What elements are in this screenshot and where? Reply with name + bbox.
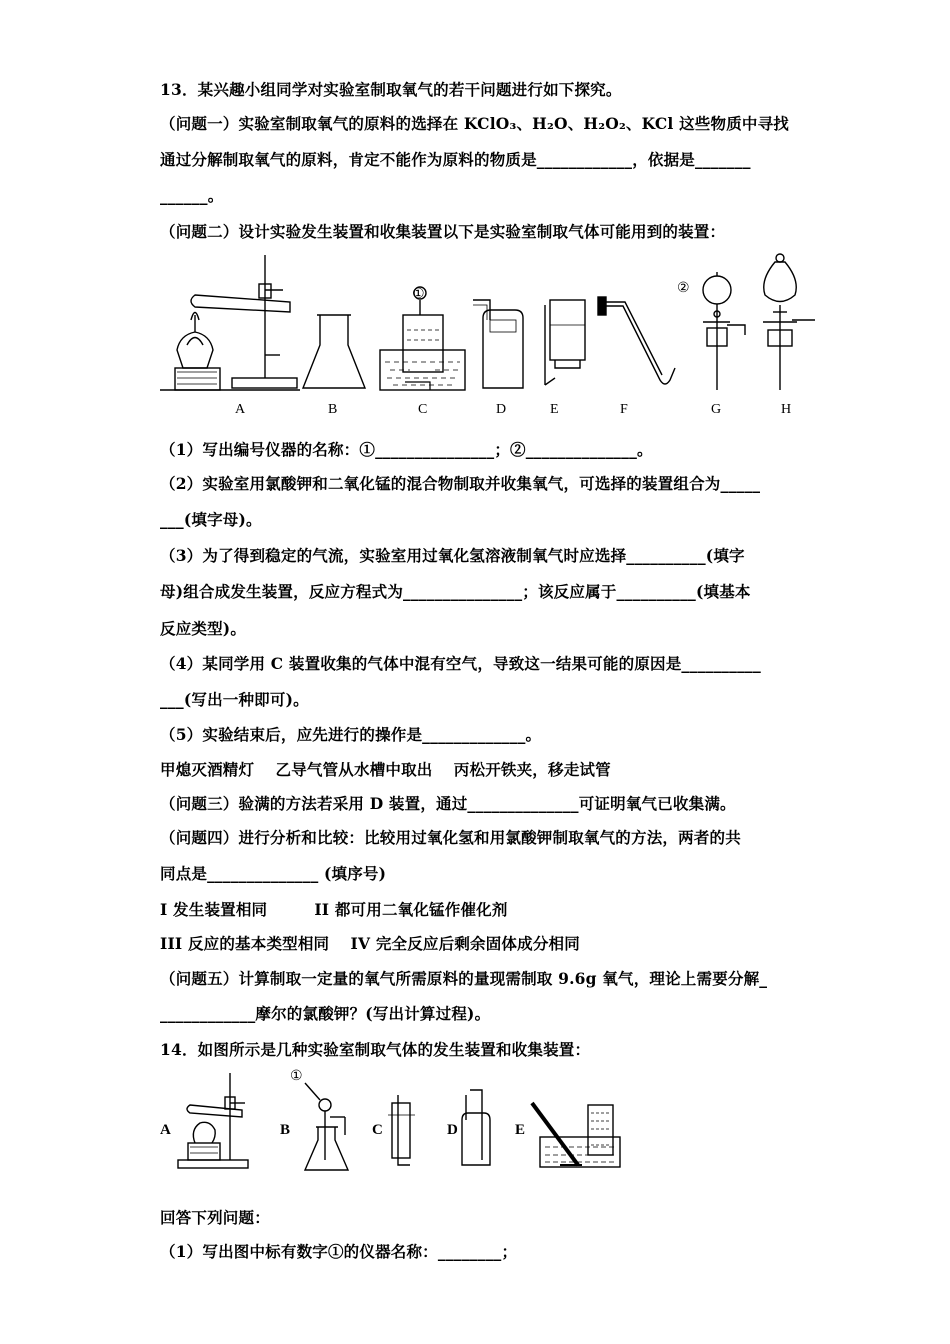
q13-title: 13．某兴趣小组同学对实验室制取氧气的若干问题进行如下探究。 [160, 80, 622, 99]
fig1-label-h: H [781, 402, 792, 417]
q13-problem4-line2: 同点是______________ (填序号) [160, 864, 387, 883]
q13-sub2-line1: （2）实验室用氯酸钾和二氧化锰的混合物制取并收集氧气，可选择的装置组合为_____ [160, 474, 761, 493]
fig1-label-f: F [620, 402, 628, 417]
q13-sub5-options: 甲熄灭酒精灯 乙导气管从水槽中取出 丙松开铁夹，移走试管 [160, 760, 611, 779]
fig2-label-e: E [515, 1122, 526, 1138]
q13-options-3-4: III 反应的基本类型相同 IV 完全反应后剩余固体成分相同 [160, 934, 580, 953]
apparatus-d-image [473, 300, 523, 388]
apparatus-figure-a-to-e [170, 1065, 640, 1175]
apparatus-figure-a-to-h [155, 250, 820, 425]
fig1-marker-1: ① [412, 287, 425, 302]
fig1-marker-2: ② [677, 281, 690, 296]
fig1-label-a: A [235, 402, 246, 417]
q13-problem2: （问题二）设计实验发生装置和收集装置以下是实验室制取气体可能用到的装置： [160, 222, 726, 241]
fig2-marker-1: ① [290, 1069, 303, 1084]
q14-apparatus-e-image [532, 1103, 620, 1167]
q13-options-1-2: I 发生装置相同 II 都可用二氧化锰作催化剂 [160, 900, 508, 919]
q14-title: 14．如图所示是几种实验室制取气体的发生装置和收集装置： [160, 1040, 591, 1059]
fig2-label-d: D [447, 1122, 458, 1138]
apparatus-e-image [545, 300, 585, 385]
q13-problem5-line2: ____________摩尔的氯酸钾？(写出计算过程)。 [160, 1004, 491, 1023]
q13-sub1: （1）写出编号仪器的名称：①_______________；②______________。 [160, 440, 653, 459]
q14-apparatus-c-image [388, 1095, 415, 1165]
q13-problem3: （问题三）验满的方法若采用 D 装置，通过______________可证明氧气已收集满。 [160, 794, 736, 813]
apparatus-b-image [303, 315, 365, 388]
q14-apparatus-a-image [178, 1073, 248, 1168]
fig1-label-g: G [711, 402, 722, 417]
q13-sub4-line2: ___(写出一种即可)。 [160, 690, 309, 709]
q13-sub4-line1: （4）某同学用 C 装置收集的气体中混有空气，导致这一结果可能的原因是__________ [160, 654, 761, 673]
q13-problem5-line1: （问题五）计算制取一定量的氧气所需原料的量现需制取 9.6g 氧气，理论上需要分解_ [160, 969, 768, 988]
q13-sub3-line3: 反应类型)。 [160, 619, 247, 638]
fig1-label-e: E [550, 402, 559, 417]
q13-problem1-line2: 通过分解制取氧气的原料，肯定不能作为原料的物质是____________，依据是_______ [160, 150, 751, 169]
q13-problem4-line1: （问题四）进行分析和比较：比较用过氧化氢和用氯酸钾制取氧气的方法，两者的共 [160, 828, 741, 847]
q14-apparatus-d-image [462, 1090, 490, 1165]
q13-sub5: （5）实验结束后，应先进行的操作是_____________。 [160, 725, 542, 744]
apparatus-g-image [703, 272, 745, 390]
q13-sub3-line2: 母)组合成发生装置，反应方程式为_______________；该反应属于__________(填基本 [160, 582, 751, 601]
fig1-label-d: D [496, 402, 507, 417]
fig1-label-b: B [328, 402, 338, 417]
fig1-label-c: C [418, 402, 428, 417]
q13-sub3-line1: （3）为了得到稳定的气流，实验室用过氧化氢溶液制氧气时应选择__________(填字 [160, 546, 745, 565]
q13-problem1-line3: ______。 [160, 186, 224, 205]
apparatus-f-image [598, 297, 675, 384]
apparatus-a-image [160, 255, 300, 390]
fig2-label-a: A [160, 1122, 171, 1138]
apparatus-h-image [763, 254, 815, 390]
fig2-label-c: C [372, 1122, 383, 1138]
q14-apparatus-b-image [305, 1083, 348, 1170]
q13-sub2-line2: ___(填字母)。 [160, 510, 262, 529]
fig2-label-b: B [280, 1122, 291, 1138]
q14-sub1: （1）写出图中标有数字①的仪器名称：________； [160, 1242, 518, 1261]
q14-answer-intro: 回答下列问题： [160, 1208, 270, 1227]
q13-problem1-line1: （问题一）实验室制取氧气的原料的选择在 KClO₃、H₂O、H₂O₂、KCl 这些物质中寻找 [160, 114, 790, 133]
